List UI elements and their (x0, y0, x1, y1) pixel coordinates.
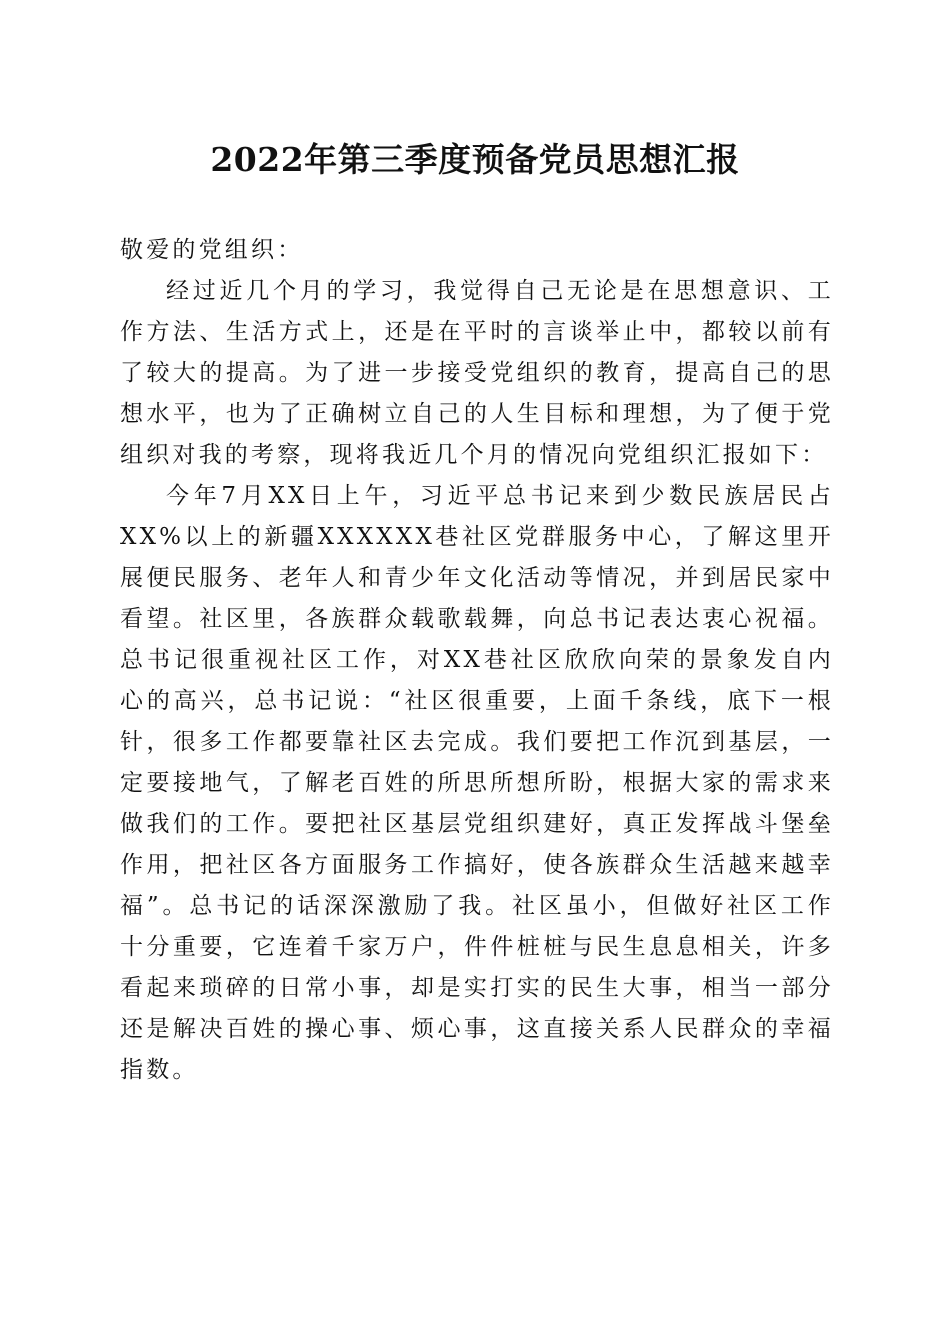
paragraph-intro: 经过近几个月的学习，我觉得自己无论是在思想意识、工作方法、生活方式上，还是在平时的言谈举止中，都较以前有了较大的提高。为了进一步接受党组织的教育，提高自己的思想水平，也为了正确树立自己的人生目标和理想，为了便于党组织对我的考察，现将我近几个月的情况向党组织汇报如下： (120, 278, 834, 468)
document-body (120, 230, 834, 1091)
paragraph-main: 今年7月XX日上午，习近平总书记来到少数民族居民占XX%以上的新疆XXXXXX巷社区党群服务中心，了解这里开展便民服务、老年人和青少年文化活动等情况，并到居民家中看望。社区里，各族群众载歌载舞，向总书记表达衷心祝福。总书记很重视社区工作，对XX巷社区欣欣向荣的景象发自内心的高兴，总书记说：“社区很重要，上面千条线，底下一根针，很多工作都要靠社区去完成。我们要把工作沉到基层，一定要接地气，了解老百姓的所思所想所盼，根据大家的需求来做我们的工作。要把社区基层党组织建好，真正发挥战斗堡垒作用，把社区各方面服务工作搞好，使各族群众生活越来越幸福”。总书记的话深深激励了我。社区虽小，但做好社区工作十分重要，它连着千家万户，件件桩桩与民生息息相关，许多看起来琐碎的日常小事，却是实打实的民生大事，相当一部分还是解决百姓的操心事、烦心事，这直接关系人民群众的幸福指数。 (120, 483, 834, 1083)
salutation: 敬爱的党组织： (120, 237, 304, 263)
document-title: 2022年第三季度预备党员思想汇报 (210, 140, 740, 179)
